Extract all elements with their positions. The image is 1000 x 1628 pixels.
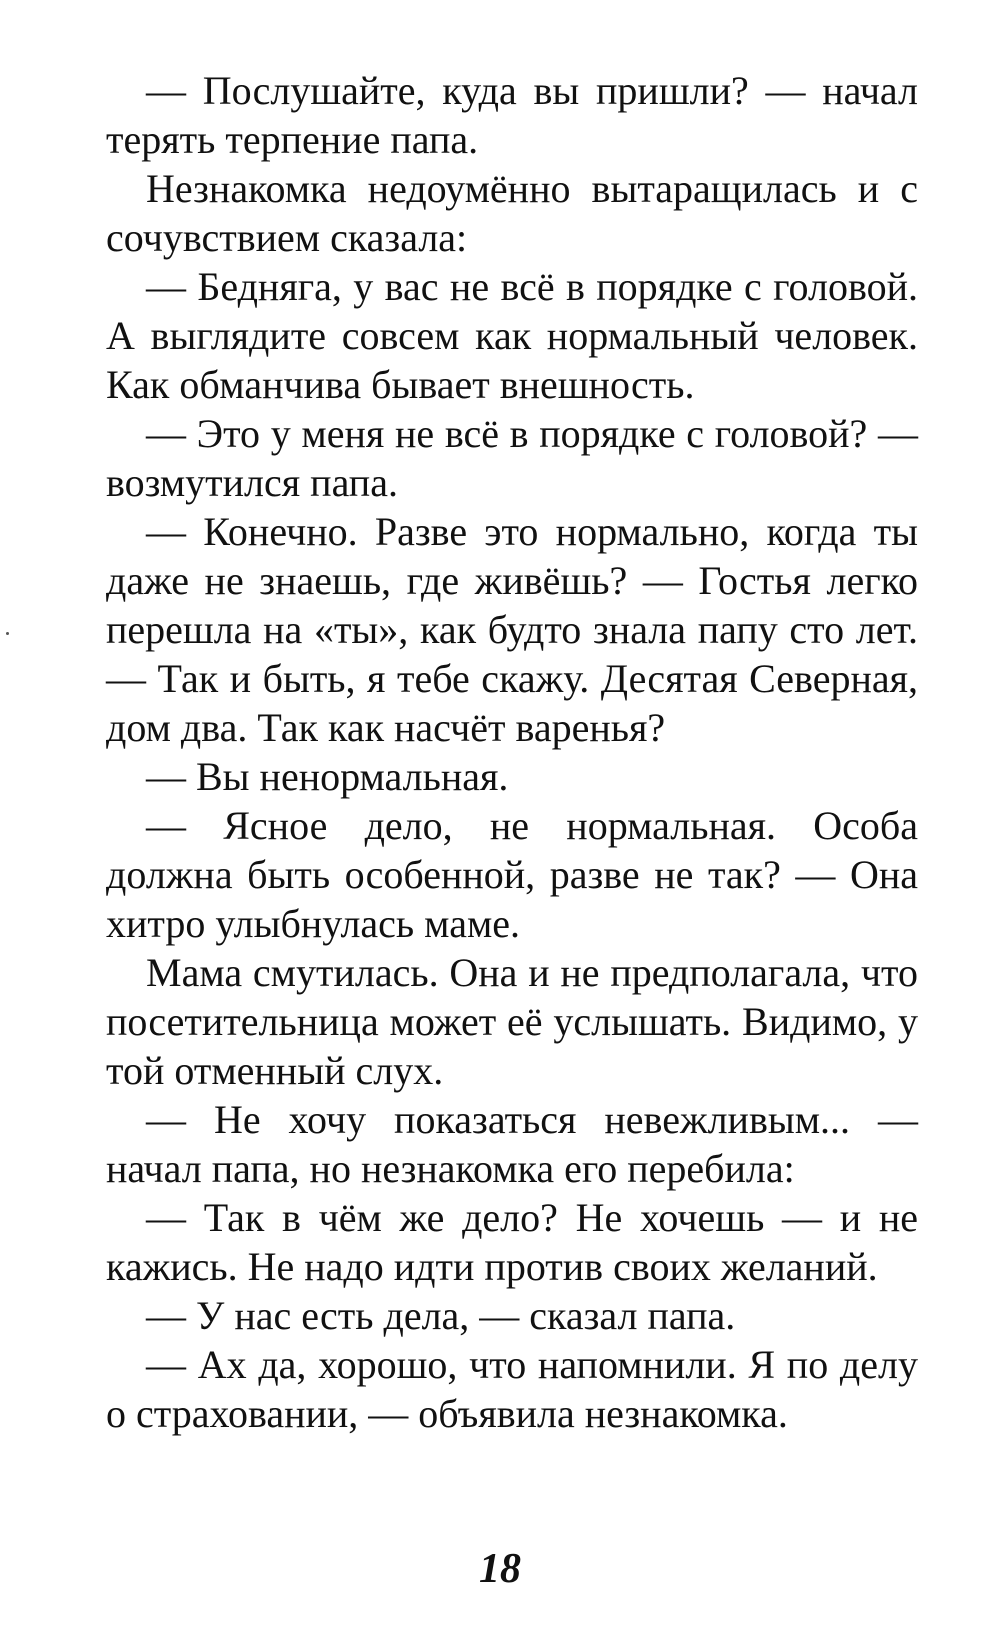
paragraph: — Это у меня не всё в порядке с головой? — возмутился папа. <box>106 411 918 505</box>
paragraph: — Бедняга, у вас не всё в порядке с головой. А выглядите совсем как нормальный человек. Как обманчива бывает внешность. <box>106 264 918 407</box>
paragraph: — У нас есть дела, — сказал папа. <box>146 1293 736 1338</box>
paragraph: Мама смутилась. Она и не предполагала, что посетительница может её услышать. Видимо, у той отменный слух. <box>106 950 918 1093</box>
paragraph: — Вы ненормальная. <box>146 754 509 799</box>
paragraph: — Ясное дело, не нормальная. Особа должна быть особенной, разве не так? — Она хитро улыбнулась маме. <box>106 803 918 946</box>
paragraph: — Конечно. Разве это нормально, когда ты даже не знаешь, где живёшь? — Гостья легко перешла на «ты», как будто знала папу сто лет. — Так и быть, я тебе скажу. Десятая Северная, дом два. Так как насчёт варенья? <box>106 509 918 750</box>
page-number: 18 <box>479 1546 521 1592</box>
paragraph: Незнакомка недоумённо вытаращилась и с сочувствием сказала: <box>106 166 918 260</box>
paragraph: — Так в чём же дело? Не хочешь — и не кажись. Не надо идти против своих желаний. <box>106 1195 918 1289</box>
paragraph: — Не хочу показаться невежливым... — начал папа, но незнакомка его перебила: <box>106 1097 918 1191</box>
body-text <box>106 66 918 1438</box>
paragraph: — Послушайте, куда вы пришли? — начал терять терпение папа. <box>106 68 918 162</box>
paragraph: — Ах да, хорошо, что напомнили. Я по делу о страховании, — объявила незнакомка. <box>106 1342 918 1436</box>
scan-speck <box>6 632 9 635</box>
